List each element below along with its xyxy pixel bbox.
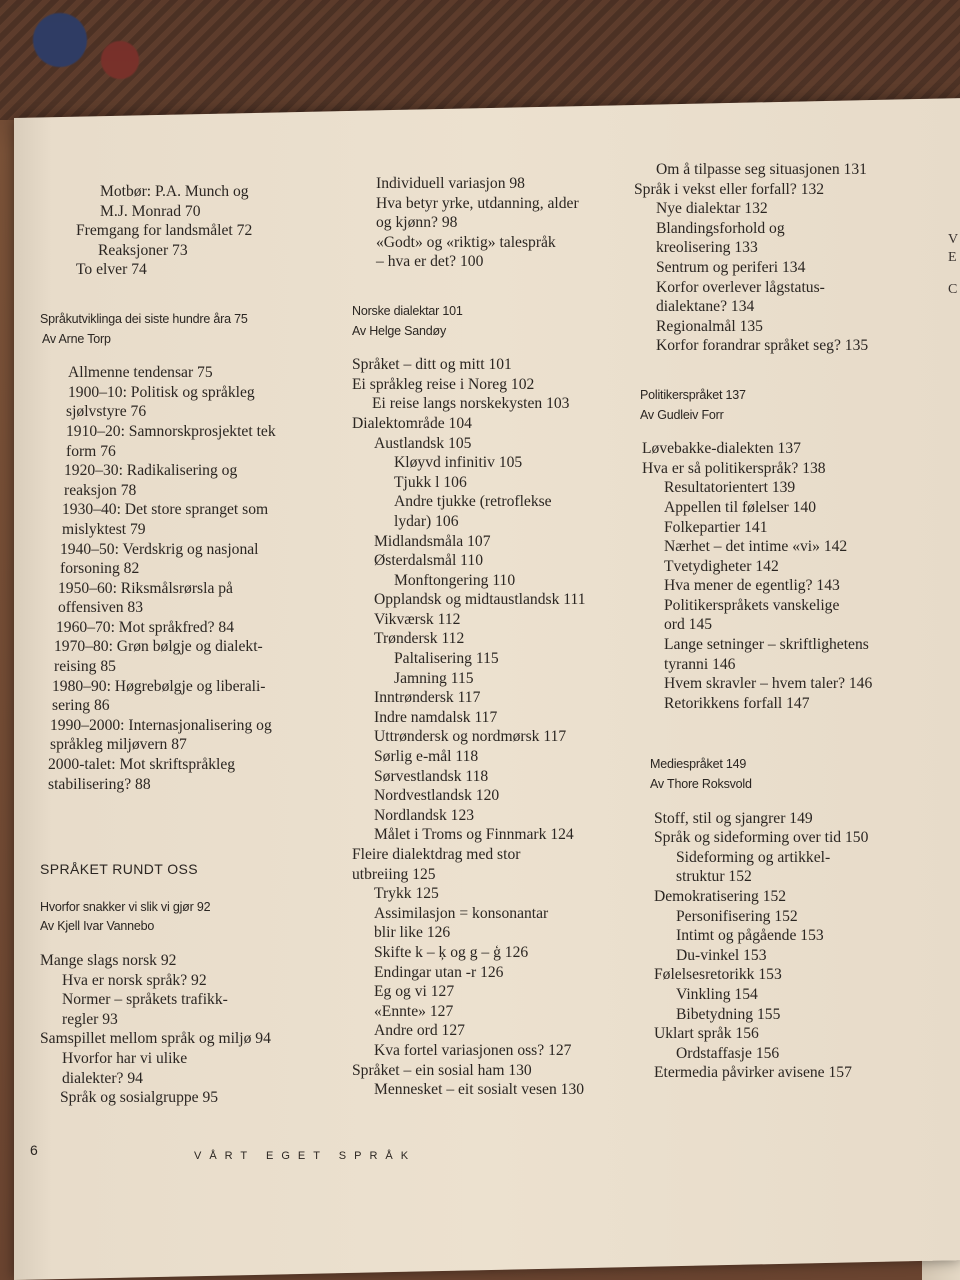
toc-entry: Språk og sosialgruppe 95: [60, 1089, 219, 1107]
toc-entry: Andre tjukke (retroflekse: [394, 493, 552, 511]
facing-page-fragment: V: [948, 232, 959, 247]
toc-entry: språkleg miljøvern 87: [50, 736, 187, 754]
toc-entry: 1950–60: Riksmålsrørsla på: [58, 579, 233, 597]
toc-entry: Dialektområde 104: [352, 414, 472, 432]
toc-entry: Fleire dialektdrag med stor: [352, 846, 521, 863]
toc-entry: Tjukk l 106: [394, 473, 467, 491]
toc-entry: Språket – ein sosial ham 130: [352, 1061, 532, 1079]
section-author: Av Gudleiv Forr: [640, 407, 724, 422]
toc-entry: Etermedia påvirker avisene 157: [654, 1064, 852, 1082]
toc-entry: Nordlandsk 123: [374, 806, 475, 824]
toc-entry: reaksjon 78: [64, 481, 137, 499]
toc-entry: Uklart språk 156: [654, 1025, 759, 1043]
section-author: Av Thore Roksvold: [650, 777, 752, 792]
toc-entry: Nærhet – det intime «vi» 142: [664, 538, 848, 556]
toc-entry: Mange slags norsk 92: [40, 952, 177, 969]
toc-entry: Assimilasjon = konsonantar: [374, 904, 549, 922]
toc-entry: Austlandsk 105: [374, 434, 472, 452]
toc-entry: Allmenne tendensar 75: [68, 364, 213, 382]
toc-entry: To elver 74: [76, 261, 147, 279]
toc-group: [642, 439, 924, 713]
toc-entry: Følelsesretorikk 153: [654, 966, 782, 984]
toc-entry: Intimt og pågående 153: [676, 927, 824, 945]
toc-entry: «Ennte» 127: [374, 1002, 454, 1020]
toc-entry: Bibetydning 155: [676, 1005, 781, 1023]
toc-entry: Hvorfor har vi ulike: [62, 1049, 188, 1067]
facing-page-fragment: E: [948, 250, 957, 265]
toc-entry: sjølvstyre 76: [66, 403, 147, 421]
page-number: 6: [30, 1142, 38, 1158]
toc-entry: Nye dialektar 132: [656, 200, 768, 218]
toc-entry: 1990–2000: Internasjonalisering og: [50, 716, 272, 734]
toc-entry: Regionalmål 135: [656, 317, 763, 335]
toc-entry: utbreiing 125: [352, 865, 436, 883]
toc-entry: kreolisering 133: [656, 239, 758, 257]
toc-entry: Personifisering 152: [676, 907, 798, 925]
toc-entry: Demokratisering 152: [654, 888, 787, 905]
toc-entry: Andre ord 127: [374, 1022, 465, 1040]
toc-entry: 1980–90: Høgrebølgje og liberali-: [52, 677, 266, 695]
toc-entry: Retorikkens forfall 147: [664, 694, 810, 712]
toc-entry: Språk og sideforming over tid 150: [654, 829, 869, 847]
toc-entry: Folkepartier 141: [664, 518, 768, 536]
toc-entry: Blandingsforhold og: [656, 219, 785, 237]
toc-entry: Hva er norsk språk? 92: [62, 971, 207, 989]
toc-entry: reising 85: [54, 658, 116, 676]
toc-entry: Korfor forandrar språket seg? 135: [656, 337, 869, 355]
toc-entry: Kva fortel variasjonen oss? 127: [374, 1041, 572, 1059]
toc-entry: Kløyvd infinitiv 105: [394, 454, 523, 472]
toc-group: [634, 160, 924, 356]
toc-entry: Motbør: P.A. Munch og: [100, 183, 249, 200]
section-author: Av Arne Torp: [42, 331, 111, 346]
toc-entry: Uttrøndersk og nordmørsk 117: [374, 728, 567, 746]
toc-entry: 2000-talet: Mot skriftspråkleg: [48, 756, 236, 774]
toc-entry: Vinkling 154: [676, 985, 758, 1003]
section-title: Norske dialektar 101: [352, 303, 463, 318]
section-author: Av Helge Sandøy: [352, 323, 447, 338]
toc-group: [40, 363, 340, 794]
toc-entry: sering 86: [52, 697, 110, 715]
toc-group: [40, 182, 340, 280]
running-footer-title: VÅRT EGET SPRÅK: [194, 1150, 417, 1162]
toc-entry: 1940–50: Verdskrig og nasjonal: [60, 540, 259, 558]
toc-entry: Hva er så politikerspråk? 138: [642, 459, 826, 477]
toc-entry: dialektane? 134: [656, 298, 755, 316]
toc-entry: Opplandsk og midtaustlandsk 111: [374, 591, 586, 609]
toc-entry: blir like 126: [374, 924, 451, 942]
facing-page-fragment: C: [948, 282, 958, 297]
toc-entry: 1970–80: Grøn bølgje og dialekt-: [54, 638, 263, 656]
toc-entry: Eg og vi 127: [374, 983, 455, 1001]
toc-entry: M.J. Monrad 70: [100, 202, 201, 220]
toc-entry: Målet i Troms og Finnmark 124: [374, 826, 574, 844]
toc-entry: Sørvestlandsk 118: [374, 767, 489, 785]
toc-entry: Ei språkleg reise i Noreg 102: [352, 375, 535, 393]
toc-entry: Hva betyr yrke, utdanning, alder: [376, 194, 579, 212]
toc-entry: Resultatorientert 139: [664, 479, 796, 497]
toc-entry: Inntrøndersk 117: [374, 689, 481, 707]
toc-entry: Jamning 115: [394, 669, 474, 687]
toc-entry: struktur 152: [676, 868, 752, 886]
toc-entry: Reaksjoner 73: [98, 241, 188, 259]
toc-group: [40, 951, 340, 1108]
toc-entry: Trykk 125: [374, 885, 439, 903]
toc-entry: 1900–10: Politisk og språkleg: [68, 383, 255, 401]
toc-entry: «Godt» og «riktig» talespråk: [376, 233, 556, 251]
toc-entry: Om å tilpasse seg situasjonen 131: [656, 161, 867, 178]
toc-entry: Endingar utan -r 126: [374, 963, 504, 981]
toc-entry: Løvebakke-dialekten 137: [642, 440, 801, 458]
toc-entry: Nordvestlandsk 120: [374, 787, 500, 805]
toc-entry: Østerdalsmål 110: [374, 552, 483, 570]
toc-group: [348, 174, 648, 272]
toc-entry: 1920–30: Radikalisering og: [64, 462, 238, 480]
toc-entry: 1960–70: Mot språkfred? 84: [56, 618, 234, 636]
toc-entry: Monftongering 110: [394, 571, 516, 589]
toc-entry: Vikværsk 112: [374, 610, 461, 628]
toc-entry: Skifte k – ķ og g – ģ 126: [374, 943, 529, 961]
toc-entry: Sideforming og artikkel-: [676, 848, 831, 866]
toc-entry: Hvem skravler – hvem taler? 146: [664, 675, 873, 693]
toc-entry: 1910–20: Samnorskprosjektet tek: [66, 422, 276, 440]
toc-entry: Språk i vekst eller forfall? 132: [634, 180, 825, 198]
part-title: SPRÅKET RUNDT OSS: [40, 861, 198, 878]
toc-column-3: [634, 160, 924, 1083]
toc-entry: ord 145: [664, 616, 713, 634]
toc-entry: form 76: [66, 442, 116, 460]
toc-entry: 1930–40: Det store spranget som: [62, 501, 269, 519]
toc-entry: Samspillet mellom språk og miljø 94: [40, 1030, 271, 1048]
toc-entry: lydar) 106: [394, 512, 459, 530]
toc-entry: Tvetydigheter 142: [664, 557, 779, 575]
toc-column-2: [348, 174, 648, 1100]
toc-entry: offensiven 83: [58, 599, 144, 617]
section-title: Mediespråket 149: [650, 757, 747, 772]
toc-entry: mislyktest 79: [62, 520, 146, 538]
toc-entry: Indre namdalsk 117: [374, 708, 498, 726]
toc-entry: Mennesket – eit sosialt vesen 130: [374, 1081, 585, 1099]
toc-group: [352, 355, 648, 1100]
toc-entry: Fremgang for landsmålet 72: [76, 222, 253, 240]
toc-entry: Paltalisering 115: [394, 650, 499, 668]
toc-entry: Politikerspråkets vanskelige: [664, 596, 840, 614]
toc-entry: Sørlig e-mål 118: [374, 748, 479, 766]
toc-entry: Normer – språkets trafikk-: [62, 991, 228, 1009]
toc-entry: og kjønn? 98: [376, 214, 458, 232]
toc-entry: Trøndersk 112: [374, 630, 465, 648]
section-author: Av Kjell Ivar Vannebo: [40, 919, 155, 934]
toc-entry: Språket – ditt og mitt 101: [352, 356, 512, 374]
toc-entry: forsoning 82: [60, 560, 140, 578]
toc-column-1: [40, 182, 340, 1108]
toc-entry: Lange setninger – skriftlighetens: [664, 636, 869, 654]
toc-entry: Midlandsmåla 107: [374, 532, 491, 550]
toc-entry: dialekter? 94: [62, 1069, 143, 1087]
toc-entry: Ei reise langs norskekysten 103: [372, 395, 570, 413]
section-title: Hvorfor snakker vi slik vi gjør 92: [40, 899, 211, 914]
toc-entry: stabilisering? 88: [48, 775, 151, 793]
toc-entry: Sentrum og periferi 134: [656, 258, 806, 276]
toc-entry: Hva mener de egentlig? 143: [664, 577, 840, 595]
toc-group: [654, 809, 924, 1083]
toc-entry: Individuell variasjon 98: [376, 175, 525, 192]
toc-entry: – hva er det? 100: [376, 253, 484, 271]
toc-entry: Appellen til følelser 140: [664, 498, 817, 516]
toc-entry: Stoff, stil og sjangrer 149: [654, 809, 813, 827]
toc-entry: regler 93: [62, 1010, 118, 1028]
toc-entry: Du-vinkel 153: [676, 946, 767, 964]
toc-entry: Korfor overlever lågstatus-: [656, 278, 825, 296]
section-title: Politikerspråket 137: [640, 387, 746, 402]
toc-entry: Ordstaffasje 156: [676, 1044, 780, 1062]
section-title: Språkutviklinga dei siste hundre åra 75: [40, 311, 248, 326]
toc-entry: tyranni 146: [664, 655, 736, 673]
